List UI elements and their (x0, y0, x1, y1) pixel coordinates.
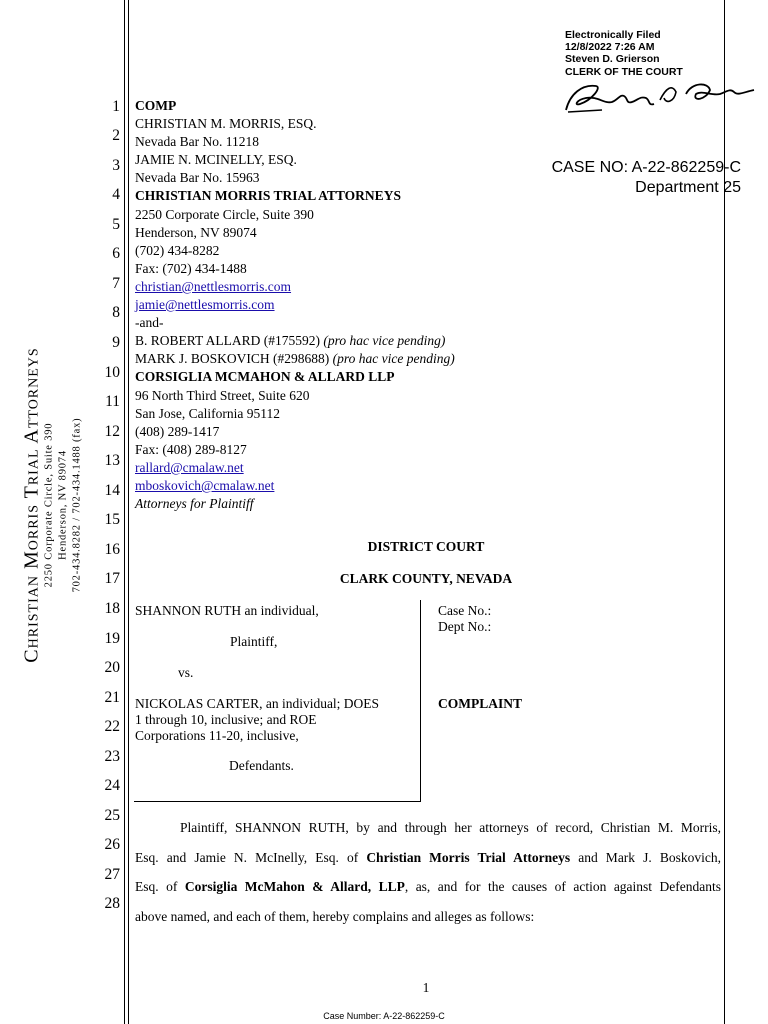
line-number: 14 (104, 482, 120, 499)
body-text: Esq. of (135, 879, 178, 895)
line-number: 25 (104, 807, 120, 824)
firm-address: San Jose, California 95112 (135, 405, 280, 421)
firm-name-bold: Christian Morris Trial Attorneys (366, 849, 571, 865)
filing-stamp-line: 12/8/2022 7:26 AM (565, 41, 655, 54)
filing-stamp-line: CLERK OF THE COURT (565, 65, 683, 78)
document-code: COMP (135, 98, 177, 113)
document-title: COMPLAINT (438, 696, 522, 711)
line-number: 3 (112, 157, 120, 174)
dept-no-label: Dept No.: (438, 619, 492, 634)
and-separator: -and- (135, 315, 164, 331)
email-link[interactable]: mboskovich@cmalaw.net (135, 477, 275, 493)
attorney-name: MARK J. BOSKOVICH (#298688) (135, 351, 330, 367)
line-number: 7 (112, 275, 120, 292)
sidebar-address-line2: Henderson, NV 89074 (57, 450, 69, 560)
firm-name: CORSIGLIA MCMAHON & ALLARD LLP (135, 369, 395, 385)
line-number: 2 (112, 127, 120, 144)
line-number: 9 (112, 334, 120, 351)
line-number: 26 (104, 836, 120, 853)
line-number: 13 (104, 452, 120, 469)
body-text: Esq. and Jamie N. McInelly, Esq. of (135, 849, 359, 865)
attorney-header (135, 97, 455, 513)
margin-rule-right (724, 0, 725, 1024)
defendant-line: Corporations 11-20, inclusive, (135, 728, 299, 743)
plaintiff-label: Plaintiff, (230, 634, 278, 649)
firm-phone: (702) 434-8282 (135, 242, 220, 258)
body-line: above named, and each of them, hereby complains and alleges as follows: (135, 908, 535, 924)
line-number: 19 (104, 630, 120, 647)
line-number: 1 (112, 98, 120, 115)
line-number: 16 (104, 541, 120, 558)
filing-stamp-line: Steven D. Grierson (565, 53, 660, 66)
firm-phone: (408) 289-1417 (135, 423, 220, 439)
line-number: 4 (112, 186, 120, 203)
case-no-label: Case No.: (438, 603, 492, 618)
body-text: , as, and for the causes of action against Defendants (404, 879, 721, 895)
firm-name: CHRISTIAN MORRIS TRIAL ATTORNEYS (135, 188, 401, 204)
bar-number: Nevada Bar No. 11218 (135, 134, 259, 150)
footer-case-number: Case Number: A-22-862259-C (323, 1011, 445, 1021)
line-number: 11 (105, 393, 120, 410)
line-number: 6 (112, 245, 120, 262)
pro-hac-vice-note: (pro hac vice pending) (332, 351, 455, 367)
versus: vs. (178, 665, 194, 680)
body-text: and Mark J. Boskovich, (578, 849, 722, 865)
caption-underline (134, 801, 421, 802)
line-number: 22 (104, 718, 120, 735)
attorney-role: Attorneys for Plaintiff (135, 496, 254, 512)
margin-rule-left-inner (128, 0, 129, 1024)
body-line (135, 872, 721, 902)
complaint-intro-paragraph (135, 813, 721, 931)
line-number: 21 (104, 689, 120, 706)
court-name: DISTRICT COURT (367, 539, 485, 554)
defendant-line: NICKOLAS CARTER, an individual; DOES (135, 696, 380, 711)
pro-hac-vice-note: (pro hac vice pending) (323, 333, 446, 349)
case-number: CASE NO: A-22-862259-C (551, 159, 741, 176)
line-number: 5 (112, 216, 120, 233)
firm-name-bold: Corsiglia McMahon & Allard, LLP (184, 879, 405, 895)
line-number: 17 (104, 570, 120, 587)
line-number: 20 (104, 659, 120, 676)
electronic-filing-stamp (565, 29, 683, 78)
sidebar-phone-fax: 702-434.8282 / 702-434.1488 (fax) (71, 417, 83, 593)
clerk-signature (562, 74, 758, 118)
firm-fax: Fax: (408) 289-8127 (135, 441, 247, 457)
body-line (135, 843, 721, 873)
email-link[interactable]: jamie@nettlesmorris.com (135, 297, 275, 313)
defendant-label: Defendants. (229, 758, 294, 773)
filing-stamp-line: Electronically Filed (565, 29, 661, 41)
attorney-name: CHRISTIAN M. MORRIS, ESQ. (135, 116, 317, 132)
department: Department 25 (635, 179, 741, 196)
case-number-stamp (552, 158, 741, 198)
email-link[interactable]: christian@nettlesmorris.com (135, 278, 292, 294)
sidebar-address-line1: 2250 Corporate Circle, Suite 390 (43, 422, 55, 588)
page-number: 1 (422, 980, 430, 995)
sidebar-firm-name: Christian Morris Trial Attorneys (20, 347, 43, 663)
firm-address: 96 North Third Street, Suite 620 (135, 387, 310, 403)
defendant-line: 1 through 10, inclusive; and ROE (135, 712, 317, 727)
attorney-line (135, 332, 455, 350)
attorney-name: B. ROBERT ALLARD (#175592) (135, 333, 320, 349)
line-number: 27 (104, 866, 120, 883)
attorney-line (135, 350, 455, 368)
line-number: 28 (104, 895, 120, 912)
line-number: 18 (104, 600, 120, 617)
plaintiff-name: SHANNON RUTH an individual, (135, 603, 319, 618)
margin-rule-left-outer (124, 0, 125, 1024)
line-number: 8 (112, 304, 120, 321)
caption-divider (420, 600, 421, 802)
line-number: 23 (104, 748, 120, 765)
line-number: 15 (104, 511, 120, 528)
court-county: CLARK COUNTY, NEVADA (339, 571, 513, 586)
bar-number: Nevada Bar No. 15963 (135, 170, 260, 186)
firm-address: 2250 Corporate Circle, Suite 390 (135, 206, 314, 222)
line-number: 10 (104, 364, 120, 381)
attorney-name: JAMIE N. MCINELLY, ESQ. (135, 152, 297, 168)
body-line: Plaintiff, SHANNON RUTH, by and through her attorneys of record, Christian M. Morris, (180, 820, 721, 835)
line-number: 24 (104, 777, 120, 794)
firm-address: Henderson, NV 89074 (135, 224, 257, 240)
firm-fax: Fax: (702) 434-1488 (135, 260, 247, 276)
line-number: 12 (104, 423, 120, 440)
email-link[interactable]: rallard@cmalaw.net (135, 459, 244, 475)
